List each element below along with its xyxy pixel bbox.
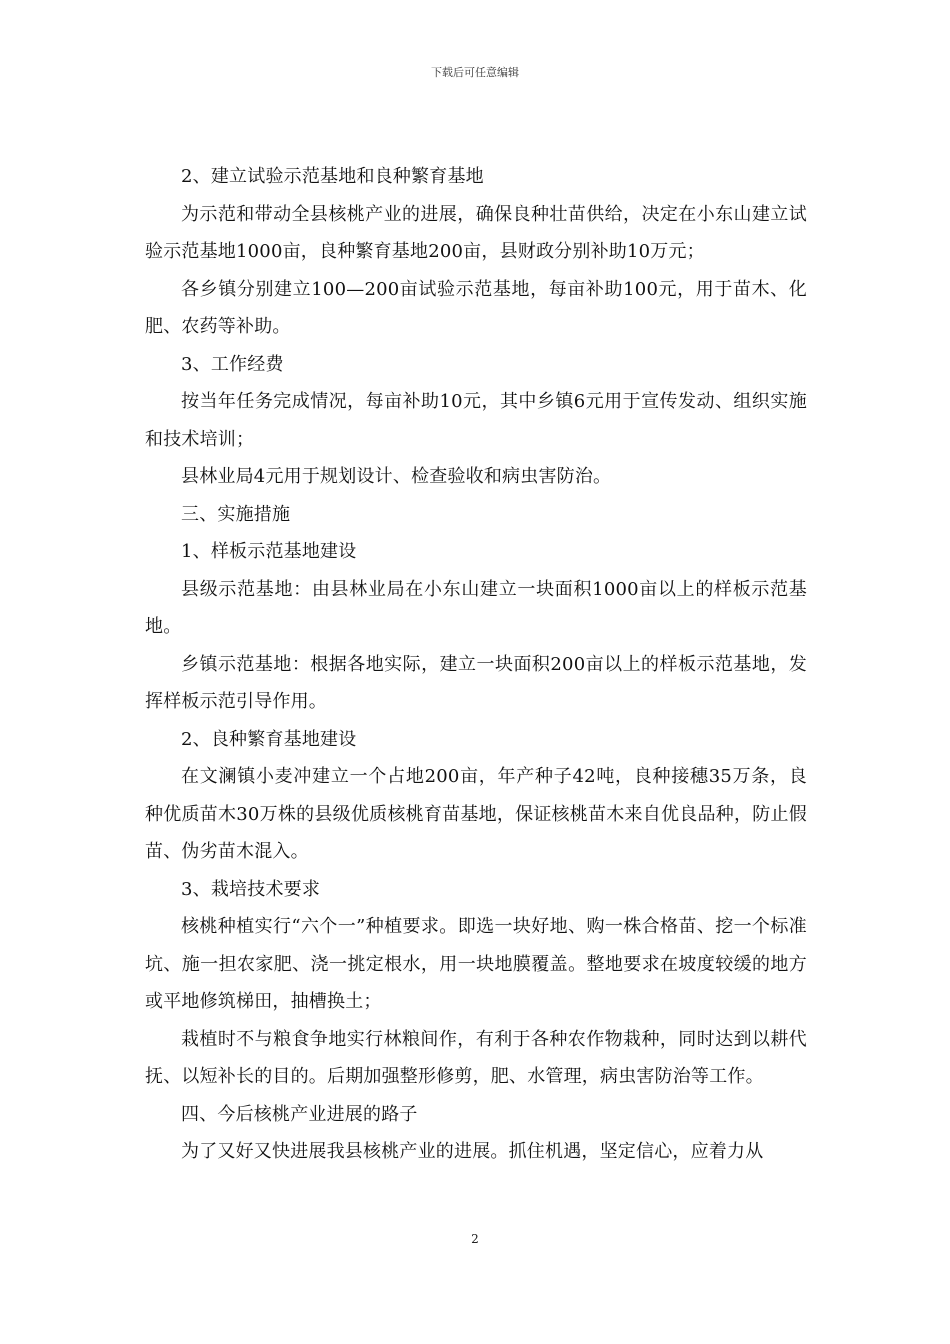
paragraph: 为示范和带动全县核桃产业的进展，确保良种壮苗供给，决定在小东山建立试验示范基地1000亩，良种繁育基地200亩，县财政分别补助10万元； [145, 203, 807, 262]
paragraph: 县林业局4元用于规划设计、检查验收和病虫害防治。 [181, 466, 612, 487]
paragraph: 为了又好又快进展我县核桃产业的进展。抓住机遇，坚定信心，应着力从 [181, 1141, 764, 1162]
header-note: 下载后可任意编辑 [431, 66, 519, 79]
section-heading-measures: 三、实施措施 [181, 503, 291, 525]
section-heading-future: 四、今后核桃产业进展的路子 [181, 1103, 418, 1125]
paragraph: 核桃种植实行“六个一”种植要求。即选一块好地、购一株合格苗、挖一个标准坑、施一担农家肥、浇一挑定根水，用一块地膜覆盖。整地要求在坡度较缓的地方或平地修筑梯田，抽槽换土； [145, 916, 807, 1012]
paragraph: 各乡镇分别建立100—200亩试验示范基地，每亩补助100元，用于苗木、化肥、农药等补助。 [145, 278, 807, 337]
paragraph: 在文澜镇小麦冲建立一个占地200亩，年产种子42吨，良种接穗35万条，良种优质苗木30万株的县级优质核桃育苗基地，保证核桃苗木来自优良品种，防止假苗、伪劣苗木混入。 [145, 766, 807, 862]
paragraph: 乡镇示范基地：根据各地实际，建立一块面积200亩以上的样板示范基地，发挥样板示范引导作用。 [145, 653, 807, 712]
paragraph-heading-3-cultivation: 3、栽培技术要求 [181, 878, 321, 900]
paragraph-heading-2-breeding: 2、良种繁育基地建设 [181, 728, 357, 750]
paragraph: 按当年任务完成情况，每亩补助10元，其中乡镇6元用于宣传发动、组织实施和技术培训； [145, 391, 807, 450]
paragraph: 县级示范基地：由县林业局在小东山建立一块面积1000亩以上的样板示范基地。 [145, 578, 807, 637]
paragraph-heading-3-funds: 3、工作经费 [181, 353, 284, 375]
paragraph-heading-1-demo: 1、样板示范基地建设 [181, 541, 357, 562]
paragraph-heading-2-base: 2、建立试验示范基地和良种繁育基地 [181, 166, 484, 187]
document-body [145, 158, 807, 1171]
paragraph: 栽植时不与粮食争地实行林粮间作，有利于各种农作物栽种，同时达到以耕代抚、以短补长的目的。后期加强整形修剪，肥、水管理，病虫害防治等工作。 [145, 1028, 807, 1087]
page-number: 2 [471, 1232, 479, 1246]
